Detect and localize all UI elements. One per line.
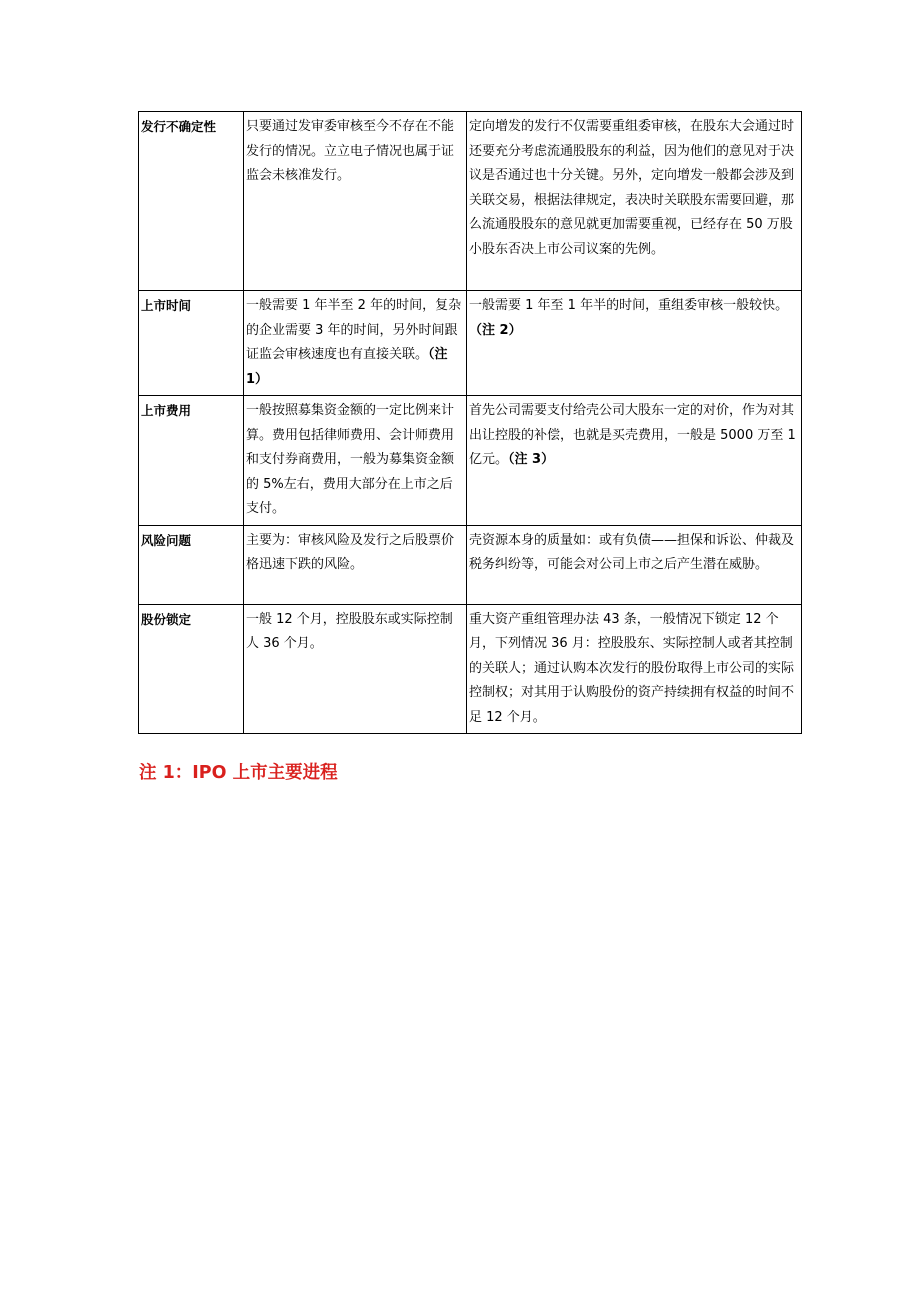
backdoor-cell xyxy=(467,604,802,734)
ipo-cell xyxy=(244,604,467,734)
cell-text: 只要通过发审委审核至今不存在不能发行的情况。立立电子情况也属于证监会未核准发行。 xyxy=(246,119,455,183)
cell-text: 重大资产重组管理办法 43 条，一般情况下锁定 12 个月，下列情况 36 月：控股股东、实际控制人或者其控制的关联人；通过认购本次发行的股份取得上市公司的实际控制权；对其用于认购股份的资产持续拥有权益的时间不足 12 个月。 xyxy=(469,611,795,725)
table-row-listing-time xyxy=(139,291,802,396)
table-row-share-lockup xyxy=(139,604,802,734)
note-heading: 注 1：IPO 上市主要进程 xyxy=(139,763,338,783)
backdoor-cell xyxy=(467,396,802,526)
cell-text: 一般按照募集资金额的一定比例来计算。费用包括律师费用、会计师费用和支付券商费用，一般为募集资金额的 5%左右，费用大部分在上市之后支付。 xyxy=(246,403,455,516)
note-reference: （注 1） xyxy=(246,347,448,387)
cell-text: 一般需要 1 年半至 2 年的时间，复杂的企业需要 3 年的时间，另外时间跟证监会审核速度也有直接关联。 xyxy=(246,298,462,362)
cell-text: 定向增发的发行不仅需要重组委审核，在股东大会通过时还要充分考虑流通股股东的利益，因为他们的意见对于决议是否通过也十分关键。另外，定向增发一般都会涉及到关联交易，根据法律规定，表决时关联股东需要回避，那么流通股股东的意见就更加需要重视，已经存在 50 万股小股东否决上市公司议案的先例。 xyxy=(469,119,795,257)
table-row-risk xyxy=(139,525,802,604)
table-row-issuance-uncertainty xyxy=(139,112,802,291)
row-label: 发行不确定性 xyxy=(139,112,244,291)
row-label: 上市费用 xyxy=(139,396,244,526)
row-label: 股份锁定 xyxy=(139,604,244,734)
ipo-cell xyxy=(244,112,467,291)
backdoor-cell xyxy=(467,291,802,396)
cell-text: 首先公司需要支付给壳公司大股东一定的对价，作为对其出让控股的补偿，也就是买壳费用，一般是 5000 万至 1 亿元。 xyxy=(469,403,796,467)
backdoor-cell xyxy=(467,525,802,604)
cell-text: 一般 12 个月，控股股东或实际控制人 36 个月。 xyxy=(246,611,453,651)
row-label: 风险问题 xyxy=(139,525,244,604)
comparison-table xyxy=(138,111,802,734)
row-label: 上市时间 xyxy=(139,291,244,396)
cell-text: 主要为：审核风险及发行之后股票价格迅速下跌的风险。 xyxy=(246,532,455,572)
backdoor-cell xyxy=(467,112,802,291)
table-row-listing-cost xyxy=(139,396,802,526)
ipo-cell xyxy=(244,396,467,526)
note-reference: （注 2） xyxy=(469,322,522,338)
ipo-cell xyxy=(244,525,467,604)
cell-text: 一般需要 1 年至 1 年半的时间，重组委审核一般较快。 xyxy=(469,298,789,313)
note-reference: （注 3） xyxy=(508,452,555,467)
cell-text: 壳资源本身的质量如：或有负债——担保和诉讼、仲裁及税务纠纷等，可能会对公司上市之后产生潜在威胁。 xyxy=(469,532,795,572)
ipo-cell xyxy=(244,291,467,396)
